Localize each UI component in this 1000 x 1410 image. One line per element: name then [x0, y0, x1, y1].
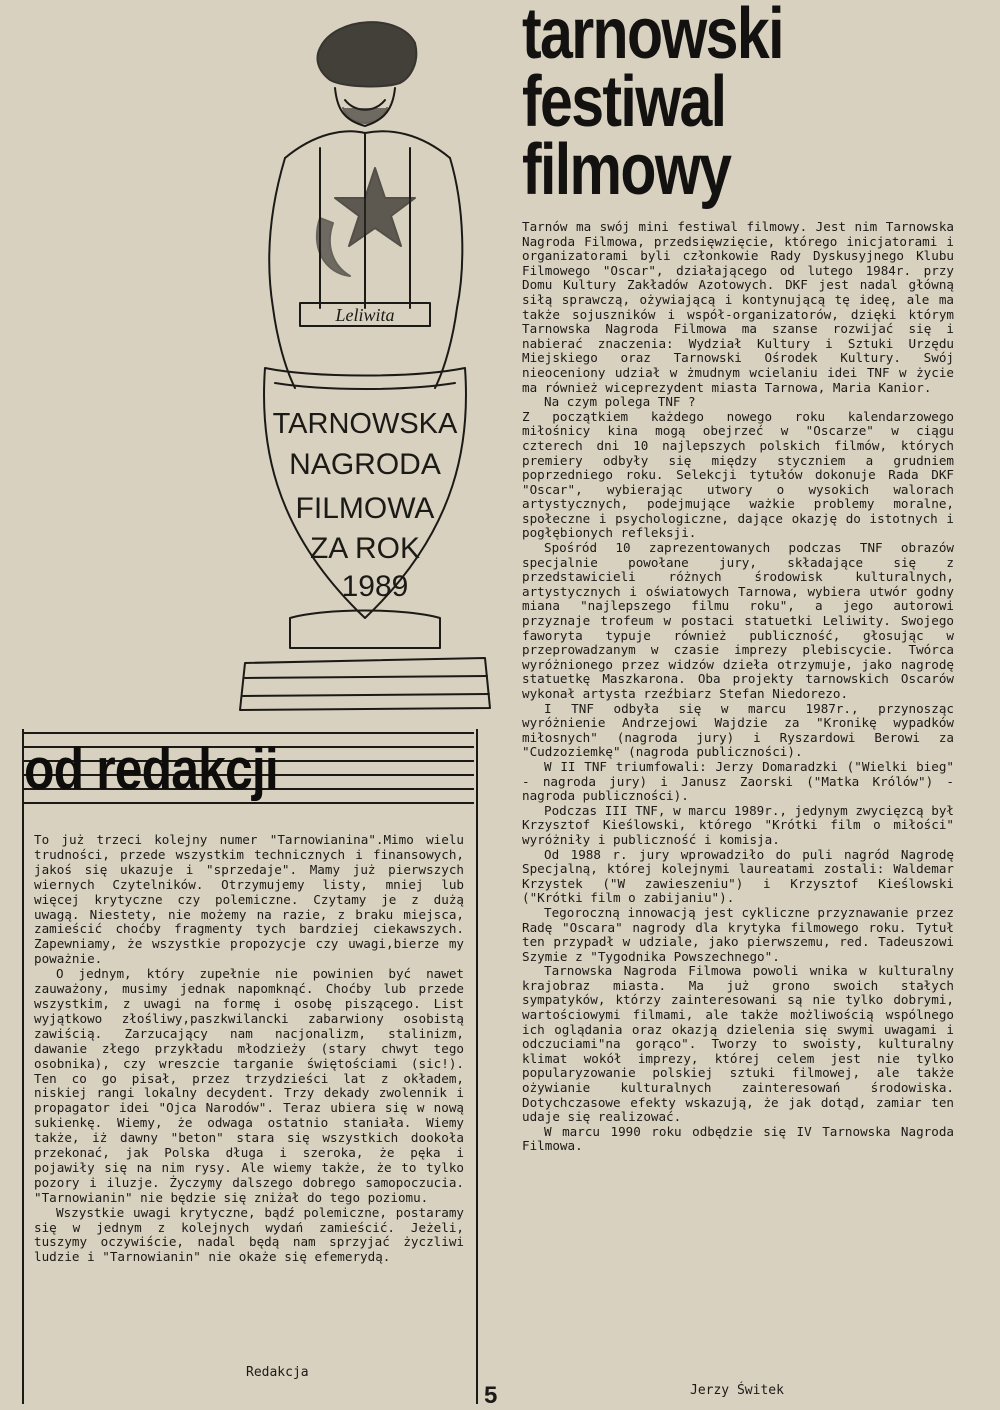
article-author: Jerzy Świtek: [690, 1383, 784, 1398]
shield-inscription: [273, 408, 458, 603]
editorial-header: [24, 732, 474, 808]
article-paragraph: Od 1988 r. jury wprowadziło do puli nagród Nagrodę Specjalną, której kolejnymi laureatami zostali: Waldemar Krzystek ("W zawieszeniu") i Krzysztof Kieślowski ("Krótki film o zabijaniu").: [522, 846, 954, 906]
editorial-heading: od redakcji: [24, 737, 278, 802]
svg-text:Leliwita: Leliwita: [335, 305, 395, 325]
shield-line: NAGRODA: [289, 448, 441, 481]
article-title: [522, 0, 783, 210]
page-number: 5: [484, 1382, 498, 1409]
article-paragraph: Spośród 10 zaprezentowanych podczas TNF obrazów specjalnie powołane jury, składające się z przedstawicieli różnych środowisk kulturalnych, artystycznych i oświatowych Tarnowa, wybiera utwór godny miana "najlepszego filmu roku", a jego autorowi przyznaje trofeum w postaci statuetki Leliwity. Swojego faworyta typuje również publiczność, głosując w przeprowadzanym w czasie imprezy plebiscycie. Twórca wyróżnionego przez widzów dzieła otrzymuje, jako nagrodę statuetkę Maszkarona. Oba projekty tarnowskich Oscarów wykonał artysta rzeźbiarz Stefan Niedorezo.: [522, 540, 954, 701]
editorial-paragraph: Wszystkie uwagi krytyczne, bądź polemiczne, postaramy się w jednym z kolejnych wydań zamieścić. Jeżeli, tuszymy oczywiście, nadal będą nam sprzyjać życzliwi ludzie i "Tarnowianin" nie okaże się efemerydą.: [34, 1204, 464, 1265]
article-paragraph: Z początkiem każdego nowego roku kalendarzowego miłośnicy kina mogą obejrzeć w "Oscarze" w ciągu czterech dni 10 najlepszych polskich filmów, których premiery odbyły się między styczniem a grudniem poprzedniego roku. Selekcji tytułów dokonuje Rada DKF "Oscar", wybierając utwory o wysokich walorach artystycznych, podejmujące ważkie problemy moralne, społeczne i psychologiczne, dające okazję do istotnych i pogłębionych refleksji.: [522, 408, 954, 541]
article-paragraph: Podczas III TNF, w marcu 1989r., jedynym zwycięzcą był Krzysztof Kieślowski, którego "Krótki film o miłości" wyróżniły i publiczność i komisja.: [522, 802, 954, 847]
article-body: [522, 220, 954, 1154]
header-rule: [24, 802, 474, 804]
header-rule: [24, 732, 474, 734]
article-paragraph: I TNF odbyła się w marcu 1987r., przynosząc wyróżnienie Andrzejowi Wajdzie za "Kronikę wypadków miłosnych" (nagroda jury) i Ryszardowi Berowi za "Cudzoziemkę" (nagroda publiczności).: [522, 700, 954, 760]
statue-banner: [334, 305, 394, 325]
editorial-body: [34, 833, 464, 1265]
article-subheading: Na czym polega TNF ?: [544, 394, 696, 410]
article-paragraph: W II TNF triumfowali: Jerzy Domaradzki ("Wielki bieg" - nagroda jury) i Janusz Zaorski ("Matka Królów") - nagroda publiczności).: [522, 758, 954, 804]
editorial-paragraph: O jednym, który zupełnie nie powinien być nawet zauważony, musimy jednak napomknąć. Choćby lub przede wszystkim, z uwagi na formę i osobę piszącego. List wyjątkowo złośliwy,paszkwilancki zabarwiony osobistą zawiścią. Zarzucający nam nacjonalizm, stalinizm, dawanie złego przykładu młodzieży (stary chwyt tego osobnika), czy wreszcie targanie świętościami (sic!). Ten co go pisał, przez trzydzieści lat z okładem, niskiej rangi lokalny decydent. Trzy dekady zwolennik i propagator idei "Ojca Narodów". Teraz ubiera się w nową sukienkę. Wiemy, że odwaga ostatnio staniała. Wiemy także, iż dawny "beton" stara się wszystkich dookoła przekonać, jak Polska długa i szeroka, że pęka i pojawiły się na nim rysy. Ale wiemy także, że to tylko pozory i iluzje. Życzymy dalszego dobrego samopoczucia. "Tarnowianin" nie będzie się zniżał do tego poziomu.: [34, 966, 464, 1205]
shield-line: 1989: [341, 570, 409, 603]
title-line: festiwal: [522, 62, 726, 142]
editorial-paragraph: To już trzeci kolejny numer "Tarnowianina".Mimo wielu trudności, przede wszystkim technicznych i finansowych, jakoś się ukazuje i "sprzedaje". Mamy już pierwszych wiernych Czytelników. Otrzymujemy listy, mniej lub więcej krytyczne czy polemiczne. Czytamy je z dużą uwagą. Niestety, nie możemy na razie, z braku miejsca, zamieścić choćby fragmenty tych bardziej ciekawszych. Zapewniamy, że wszystkie propozycje czy uwagi,bierze my poważnie.: [34, 832, 464, 967]
shield-line: TARNOWSKA: [272, 408, 458, 440]
article-paragraph: Tarnów ma swój mini festiwal filmowy. Jest nim Tarnowska Nagroda Filmowa, przedsięwzięcie, którego inicjatorami i organizatorami byli członkowie Rady Dyskusyjnego Klubu Filmowego "Oscar", działającego od lutego 1984r. przy Domu Kultury Zakładów Azotowych. DKF jest nadal główną siłą sprawczą, ożywiającą i kontynującą tę ideę, ale ma także sojuszników i współ-organizatorów, dzięki którym Tarnowska Nagroda Filmowa ma szanse rozwijać się i nabierać znaczenia: Wydział Kultury i Sztuki Urzędu Miejskiego oraz Tarnowski Ośrodek Kultury. Swój nieoceniony udział w żmudnym wcielaniu idei TNF w życie ma również wiceprezydent miasta Tarnowa, Maria Kanior.: [522, 219, 954, 395]
article-paragraph: Tegoroczną innowacją jest cykliczne przyznawanie przez Radę "Oscara" nagrody dla krytyka filmowego roku. Tytuł ten przypadł w udziale, jako pierwszemu, red. Tadeuszowi Szymie z "Tygodnika Powszechnego".: [522, 904, 954, 964]
article-paragraph: Tarnowska Nagroda Filmowa powoli wnika w kulturalny krajobraz miasta. Ma już grono swoich stałych sympatyków, którzy zainteresowani są nie tylko dobrymi, wartościowymi filmami, ale także możliwością wspólnego ich oglądania oraz okazją dzielenia się swymi uwagami i odczuciami"na gorąco". Tworzy to swoisty, kulturalny klimat wokół imprezy, której celem jest nie tylko popularyzowanie polskiej sztuki filmowej, ale także ożywianie kulturalnych zainteresowań środowiska. Dotychczasowe efekty wskazują, że jak dotąd, zamiar ten udaje się realizować.: [522, 963, 954, 1125]
statue-illustration: [225, 8, 505, 718]
shield-line: FILMOWA: [295, 492, 435, 525]
title-line: tarnowski: [522, 0, 783, 74]
shield-line: ZA ROK: [309, 532, 421, 565]
editorial-signature: Redakcja: [246, 1365, 309, 1380]
title-line: filmowy: [522, 130, 731, 210]
article-paragraph: W marcu 1990 roku odbędzie się IV Tarnowska Nagroda Filmowa.: [522, 1123, 954, 1154]
